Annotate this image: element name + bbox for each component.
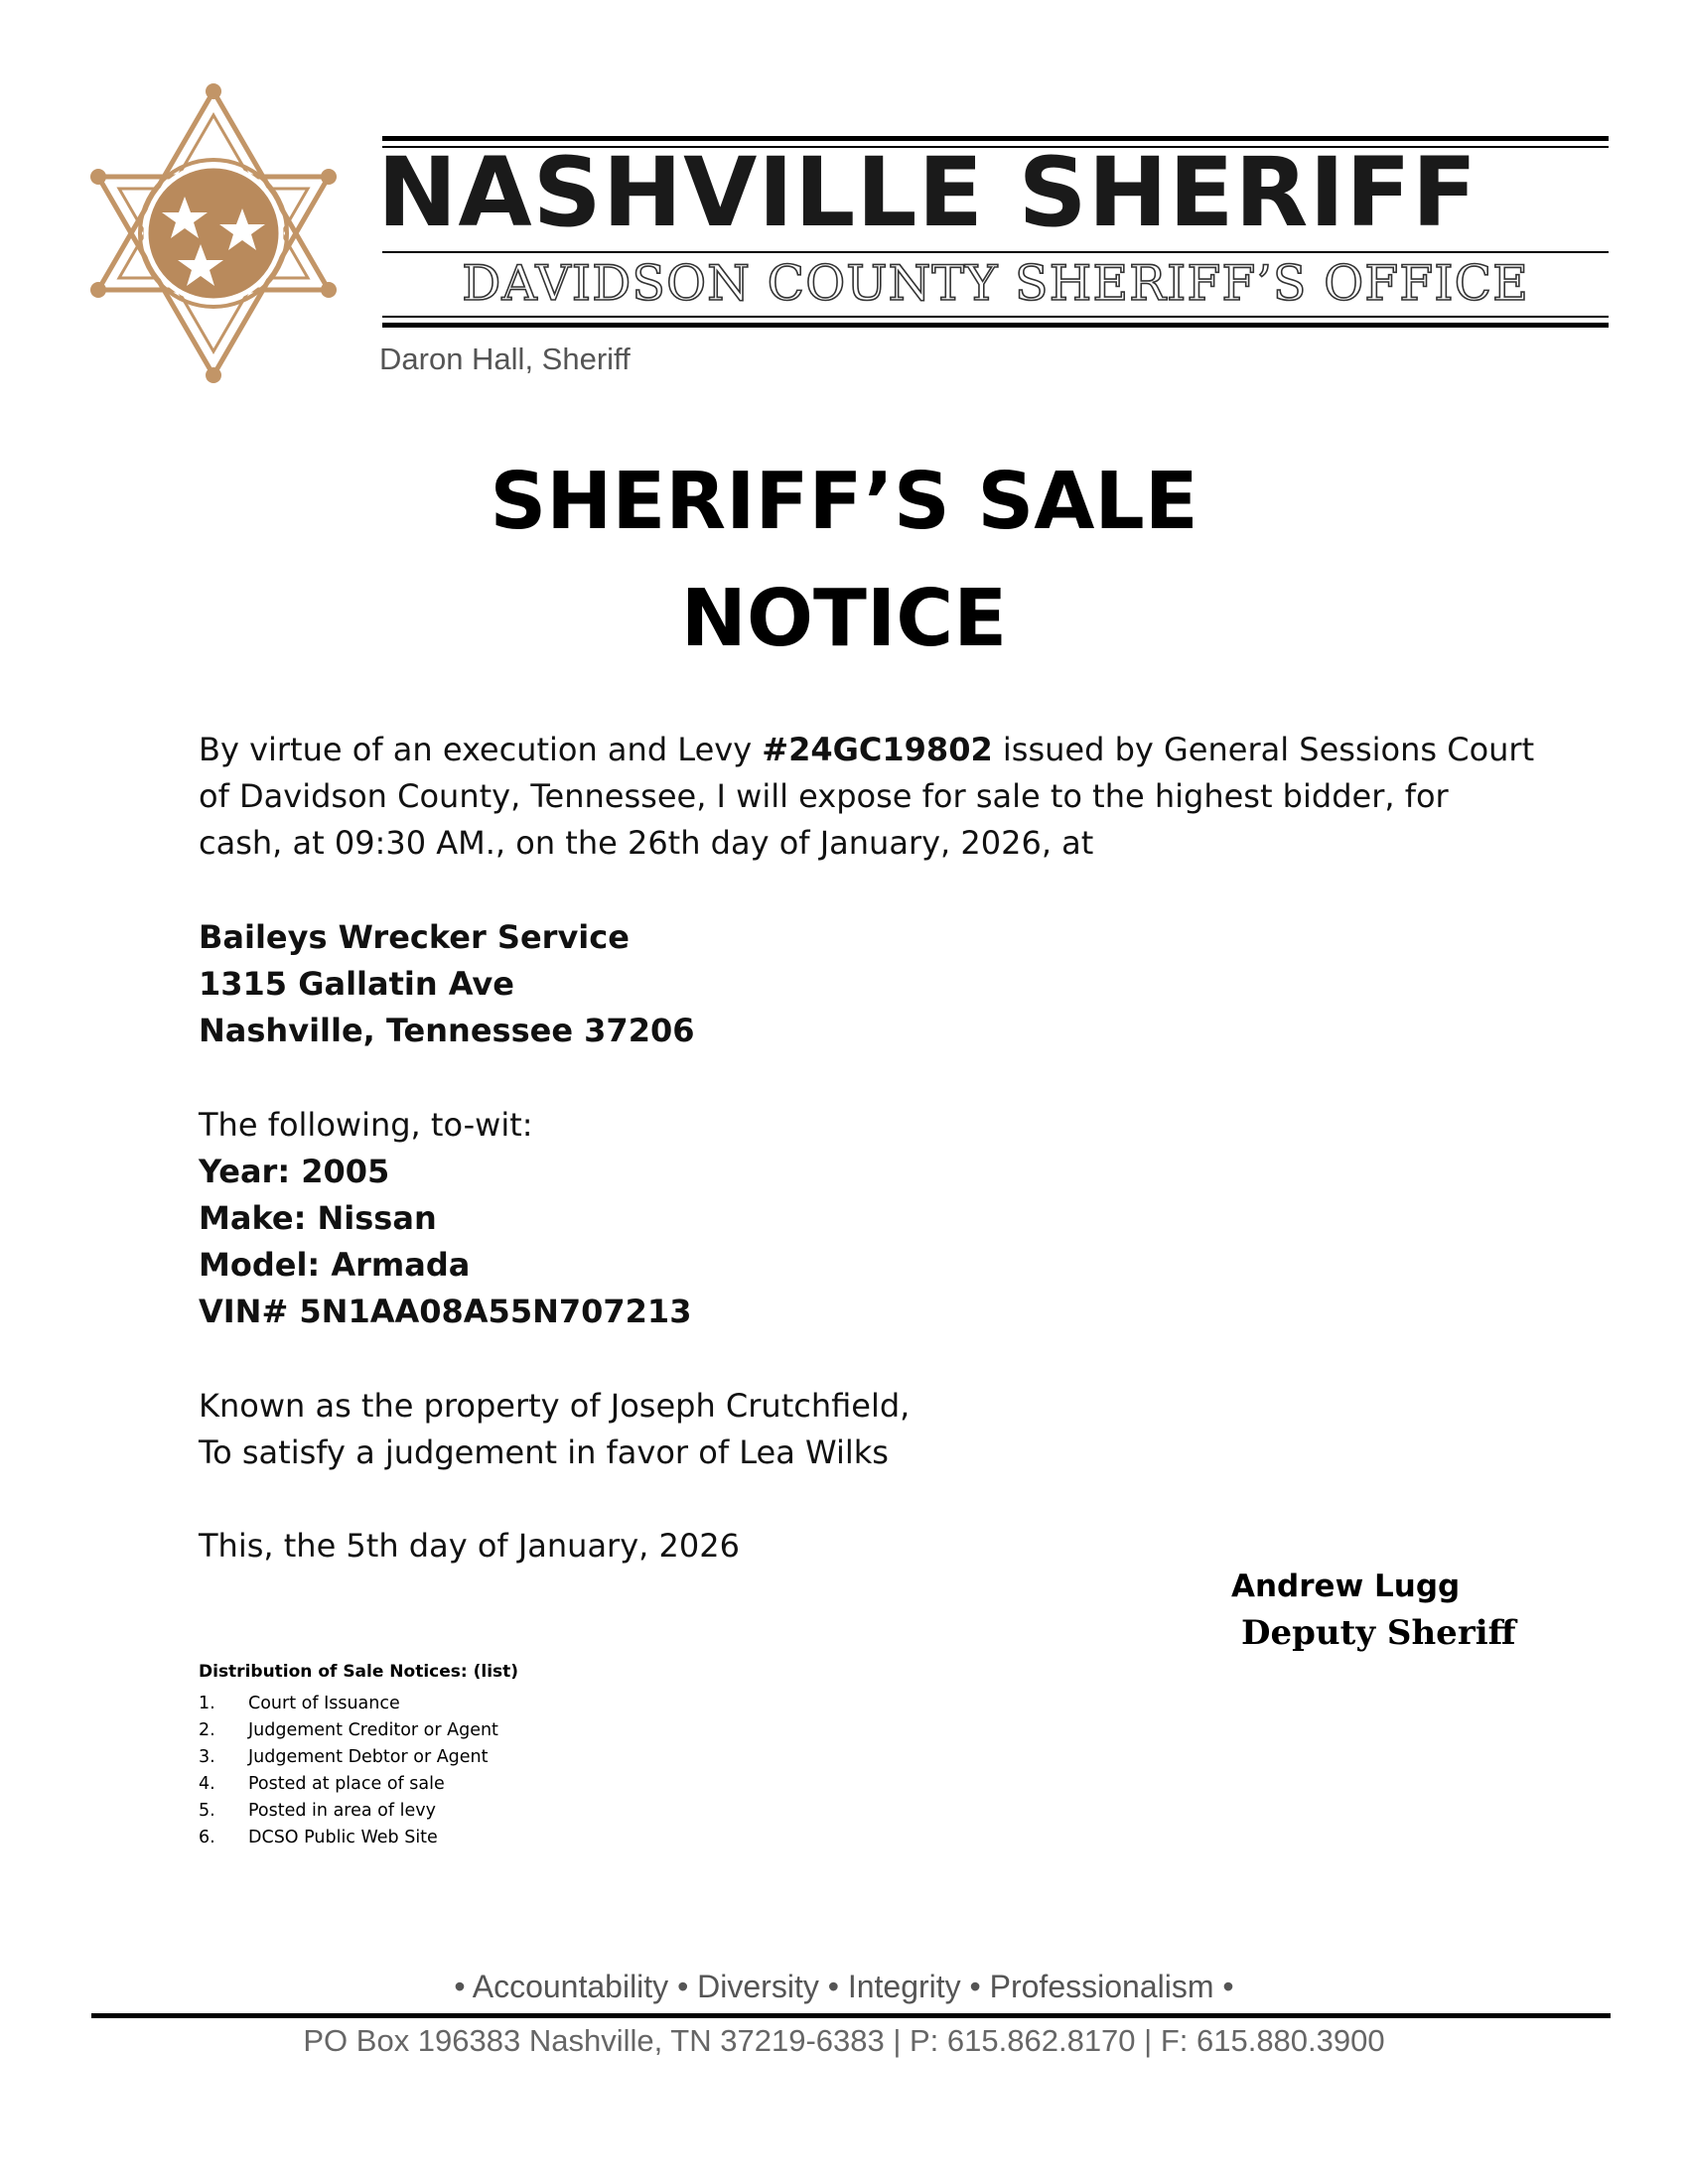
distribution-list (199, 1691, 498, 1851)
list-item-text: Posted in area of levy (248, 1801, 436, 1821)
header-rule-mid (382, 251, 1609, 253)
sheriff-star-badge-logo (79, 79, 348, 387)
owner-line-1: Known as the property of Joseph Crutchfield, (199, 1387, 911, 1425)
property-year: Year: 2005 (199, 1153, 390, 1190)
list-item-number: 3. (199, 1747, 215, 1767)
intro-line-1 (199, 727, 1535, 773)
sale-location (199, 914, 1489, 1054)
owner-paragraph (199, 1383, 1489, 1476)
intro-line-1-post: issued by General Sessions Court (992, 731, 1535, 768)
notice-title-line-2: NOTICE (680, 573, 1008, 664)
list-item-text: Judgement Creditor or Agent (248, 1720, 498, 1740)
footer-divider (91, 2013, 1611, 2018)
levy-number: #24GC19802 (762, 731, 993, 768)
property-make: Make: Nissan (199, 1199, 437, 1237)
property-description (199, 1102, 1489, 1335)
list-item-text: Posted at place of sale (248, 1774, 445, 1794)
property-intro: The following, to-wit: (199, 1106, 533, 1144)
footer-contact-info: PO Box 196383 Nashville, TN 37219-6383 | P: 615.862.8170 | F: 615.880.3900 (303, 2023, 1385, 2058)
list-item (199, 1825, 498, 1851)
intro-line-2: of Davidson County, Tennessee, I will expose for sale to the highest bidder, for (199, 777, 1449, 815)
property-model: Model: Armada (199, 1246, 471, 1284)
agency-title: NASHVILLE SHERIFF (377, 137, 1478, 248)
header-rule-bottom-thin (382, 316, 1609, 318)
location-street: 1315 Gallatin Ave (199, 965, 514, 1003)
list-item-text: DCSO Public Web Site (248, 1828, 438, 1847)
list-item-number: 6. (199, 1828, 215, 1847)
agency-subtitle: DAVIDSON COUNTY SHERIFF’S OFFICE (462, 255, 1529, 312)
dated-line: This, the 5th day of January, 2026 (199, 1527, 740, 1565)
list-item (199, 1691, 498, 1717)
list-item-number: 5. (199, 1801, 215, 1821)
intro-paragraph (199, 727, 1535, 867)
distribution-heading: Distribution of Sale Notices: (list) (199, 1662, 519, 1682)
header-rule-bottom-thick (382, 323, 1609, 328)
owner-line-2: To satisfy a judgement in favor of Lea Wilks (199, 1433, 889, 1471)
list-item (199, 1798, 498, 1825)
signature-name: Andrew Lugg (1231, 1569, 1461, 1604)
list-item-text: Court of Issuance (248, 1694, 400, 1713)
list-item (199, 1717, 498, 1744)
intro-line-1-pre: By virtue of an execution and Levy (199, 731, 763, 768)
footer-core-values: • Accountability • Diversity • Integrity • Professionalism • (454, 1969, 1234, 2004)
location-name: Baileys Wrecker Service (199, 918, 630, 956)
signature-title: Deputy Sheriff (1241, 1613, 1516, 1653)
list-item-number: 1. (199, 1694, 215, 1713)
notice-title-line-1: SHERIFF’S SALE (490, 456, 1198, 547)
list-item-text: Judgement Debtor or Agent (248, 1747, 489, 1767)
list-item-number: 2. (199, 1720, 215, 1740)
property-vin: VIN# 5N1AA08A55N707213 (199, 1293, 692, 1330)
sheriff-name: Daron Hall, Sheriff (379, 341, 631, 376)
list-item-number: 4. (199, 1774, 215, 1794)
location-city: Nashville, Tennessee 37206 (199, 1012, 695, 1049)
list-item (199, 1744, 498, 1771)
list-item (199, 1771, 498, 1798)
intro-line-3: cash, at 09:30 AM., on the 26th day of January, 2026, at (199, 824, 1094, 862)
